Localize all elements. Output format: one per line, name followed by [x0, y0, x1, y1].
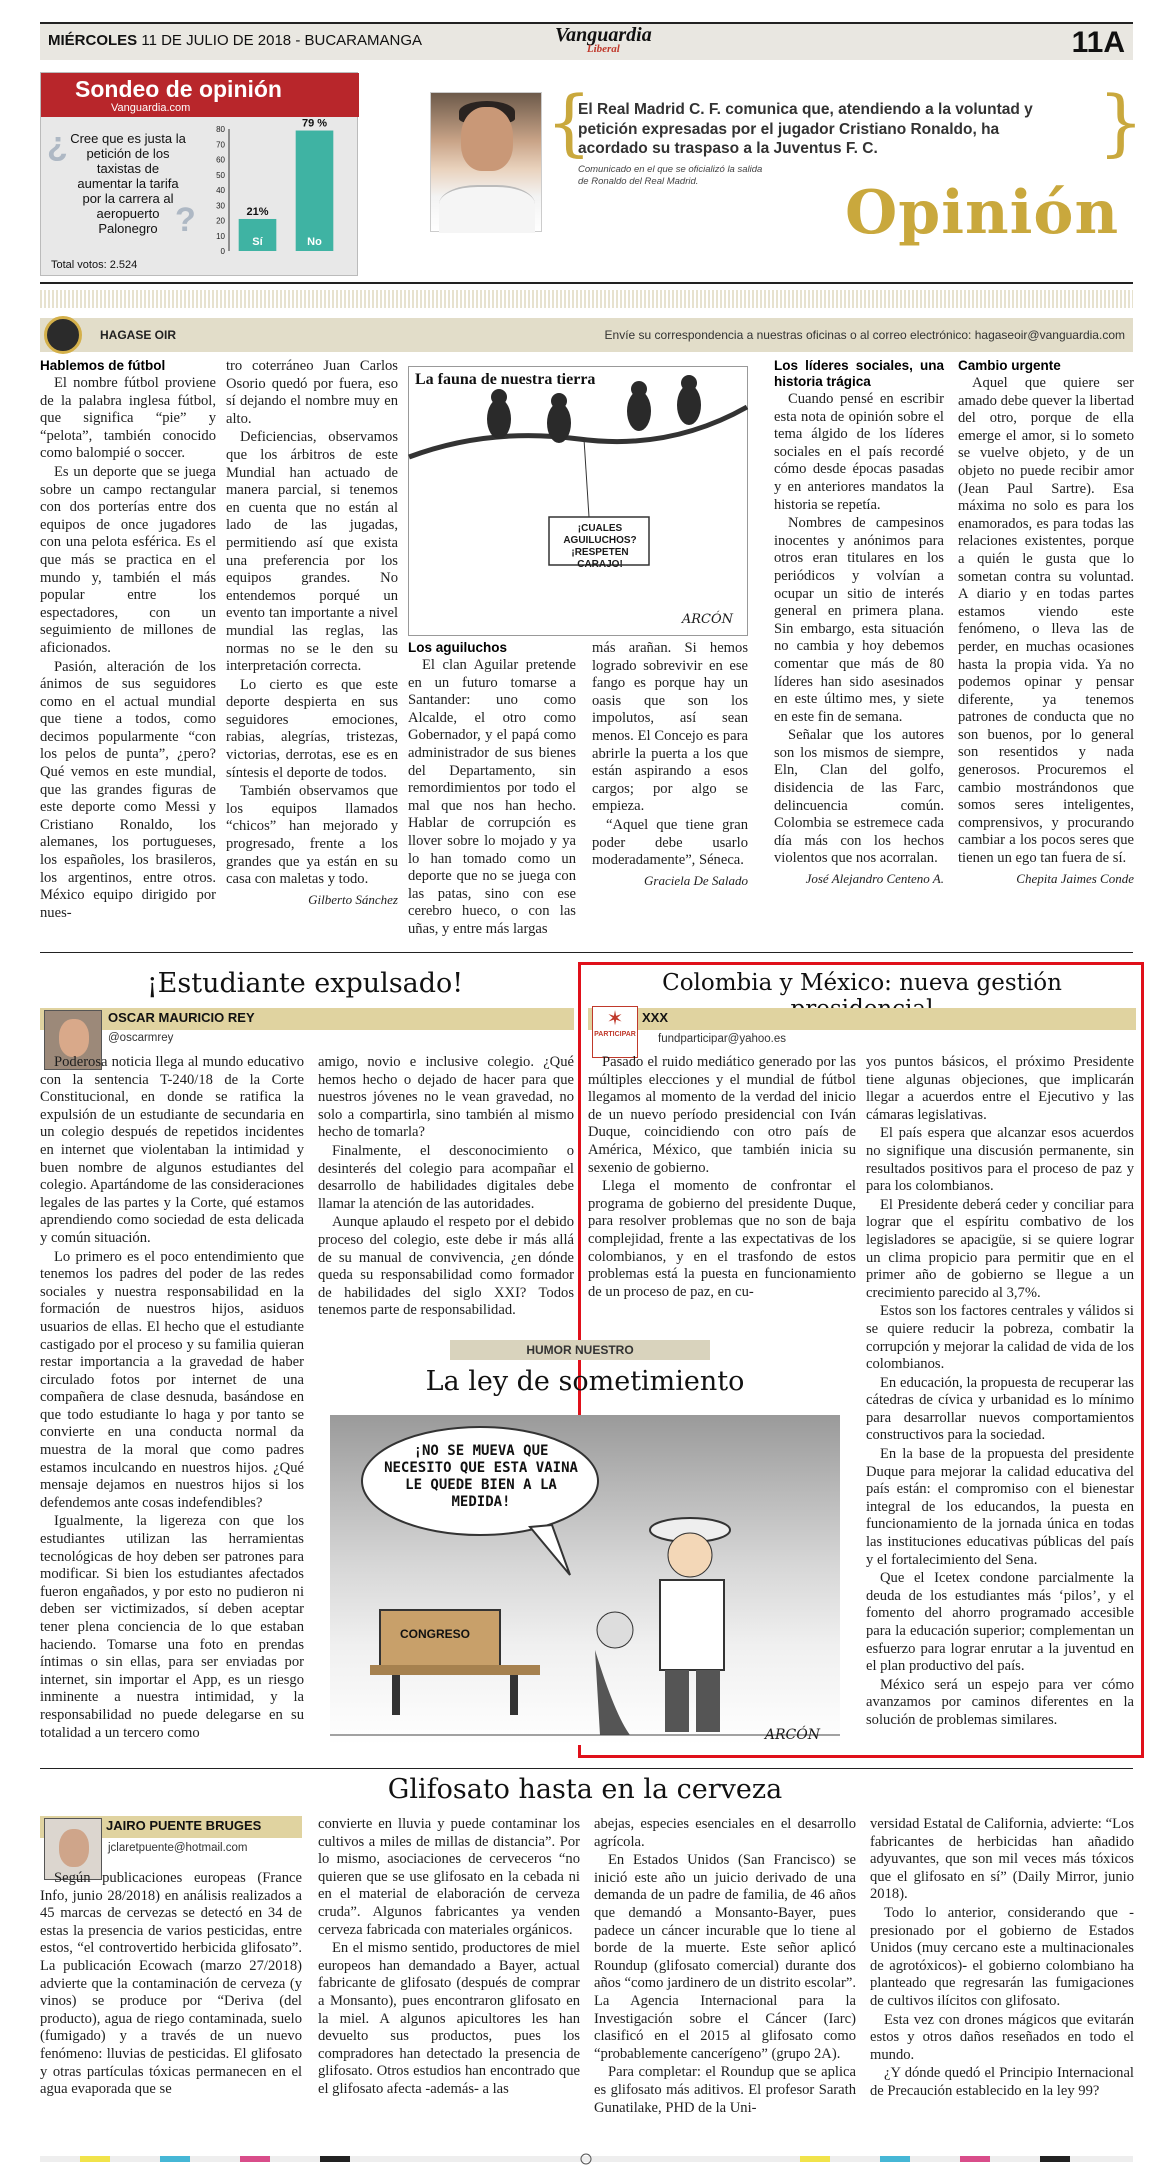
lead-quote: El Real Madrid C. F. comunica que, atendiendo a la voluntad y petición expresadas por el jugador Cristiano Ronaldo, ha acordado su traspaso a la Juventus F. C.	[578, 101, 1033, 157]
y-tick-label: 70	[216, 140, 225, 150]
poll-question: Cree que es justa la petición de los taxistas de aumentar la tarifa por la carrera al aeropuerto Palonegro	[70, 131, 186, 236]
paragraph: Poderosa noticia llega al mundo educativo con la sentencia T-240/18 de la Corte Constitucional, en donde se ratifica la expulsión de un estudiante de secundaria en un colegio después de repetidos incidentes en internet que violentaban la intimidad y buen nombre de algunos estudiantes del colegio. Apartándome de las consideraciones legales de las partes y la Corte, qué estamos aprendiendo como sociedad de esta delicada y común situación.	[40, 1054, 304, 1246]
letter-cambio: Cambio urgente Aquel que quiere ser amado debe quever la libertad del otro, porque de ella emerge el amor, si lo someto se vuelve objeto, y de un objeto no puede recibir amor (Jean Paul Sartre). Esa máxima no solo es para los enamorados, es para todas las relaciones existentes, porque a quién le gusta que lo sometan contra su voluntad. A diario y en todas partes estamos viendo este fenómeno, o lleva las de perder, en muchas ocasiones hasta la propia vida. Ya no podemos opinar y pensar diferente, ya tenemos patrones de conducta que no son buenos, por lo general son resentidos y nada generosos. Procuremos el cambio mostrándonos que somos seres inteligentes, comprensivos, y procurando cambiar a los pocos seres que tienen un ego tan fuera de sí. Chepita Jaimes Conde	[958, 358, 1134, 886]
paragraph: amigo, novio e inclusive colegio. ¿Qué hemos hecho o dejado de hacer para que nuestros jóvenes no le vean gravedad, no solo a compartirla, sino también al mismo hecho de tomarla?	[318, 1054, 574, 1141]
paragraph: México será un espejo para ver cómo avanzamos por caminos diferentes en la solución de problemas similares.	[866, 1676, 1134, 1728]
paragraph: Pasado el ruido mediático generado por las múltiples elecciones y el mundial de fútbol llegamos al momento de la verdad del inicio de un nuevo período presidencial con Iván Duque, coincidiendo con otro país de América, México, que también inicia su sexenio de gobierno.	[588, 1054, 856, 1176]
print-registration-strip	[40, 2152, 1133, 2166]
paragraph: Todo lo anterior, considerando que -presionado por el gobierno de Estados Unidos (muy cercano este a multinacionales de agrotóxicos)- el gobierno colombiano ha planteado que regresarán las fumigaciones de cultivos ilícitos con glifosato.	[870, 1904, 1134, 2009]
author-name: XXX	[642, 1010, 669, 1025]
paragraph: En el mismo sentido, productores de miel europeos han demandado a Bayer, actual fabricante de glifosato (después de comprar a Monsanto), pues encontraron glifosato en la miel. A algunos apicultores les han devuelto sus productos, pues los compradores han detectado la presencia de glifosato. Otros estudios han encontrado que el glifosato afecta -además- a las	[318, 1940, 580, 2097]
header-date: MIÉRCOLES 11 DE JULIO DE 2018 - BUCARAMANGA	[48, 32, 423, 49]
letter-signature: Graciela De Salado	[644, 872, 748, 888]
participar-logo: ✶ PARTICIPAR	[592, 1006, 638, 1058]
letter-signature: José Alejandro Centeno A.	[805, 871, 944, 887]
y-tick-label: 0	[220, 247, 225, 256]
author-handle[interactable]: fundparticipar@yahoo.es	[658, 1033, 787, 1045]
article-title: Glifosato hasta en la cerveza	[387, 1774, 783, 1805]
y-tick-label: 20	[216, 216, 225, 226]
paragraph: Que el Icetex condone parcialmente la deuda de los estudiantes más ‘pilos’, y el fomento del ahorro programado accesible para la educación superior; complementan un esfuerzo para lograr enrutar a la juventud en el plan productivo del país.	[866, 1570, 1134, 1675]
divider	[40, 952, 1133, 953]
divider	[40, 282, 1133, 284]
letter-aguiluchos-cont: más arañan. Si hemos logrado sobrevivir en ese fango es porque hay un oasis que son los impolutos, así sean menos. El Concejo es para abrirle la puerta a los que están aspirando a esos cargos; por algo se empieza. “Aquel que tiene gran poder debe usarlo moderadamente”, Séneca. Graciela De Salado	[592, 640, 748, 888]
divider	[40, 1768, 1133, 1769]
letter-lideres: Los líderes sociales, una historia trágica Cuando pensé en escribir esta nota de opinión sobre el tema álgido de los líderes sociales en el país recordé cómo desde épocas pasadas y en anteriores mandatos la historia se repetía. Nombres de campesinos inocentes y anónimos para otros eran titulares en los periódicos y volvían a ocupar un sitio de interés general en primera plana. Sin embargo, esta situación no cambia y hoy debemos comentar que más de 80 líderes han sido asesinados en este último mes, y siete en este fin de semana. Señalar que los autores son los mismos de siempre, Eln, Clan del golfo, disidencia de las Farc, delincuencia común. Colombia se estremece cada día más con los hechos violentos que nos acorralan. José Alejandro Centeno A.	[774, 358, 944, 887]
y-tick-label: 10	[216, 231, 225, 241]
y-tick-label: 50	[216, 170, 225, 180]
paragraph: Llega el momento de confrontar el programa de gobierno del presidente Duque, para resolver problemas que no son de baja complejidad, frente a las expectativas de los colombianos, y en el trasfondo de estos problemas está la puesta en funcionamiento de un proceso de paz, en cu-	[588, 1178, 856, 1300]
letter-title: Hablemos de fútbol	[40, 358, 166, 373]
author-name: OSCAR MAURICIO REY	[108, 1010, 255, 1025]
poll-header	[41, 73, 359, 117]
author-bar	[588, 1008, 1136, 1030]
letter-aguiluchos: Los aguiluchos El clan Aguilar pretende en un futuro tomarse a Santander: uno como Alcalde, el otro como Gobernador, y el papá como administrador de sus bienes del Departamento, sin remordimientos por todo el mal que nos han hecho. Hablar de corrupción es llover sobre lo mojado y ya lo han tomado como un deporte que no se juega con las patas, sino con ese cerebro hueco, o con las uñas, y entre más largas	[408, 640, 576, 937]
cartoon-artist: ARCÓN	[681, 612, 733, 627]
cartoon-drawing	[409, 367, 747, 635]
article-column	[594, 1816, 856, 2148]
cartoon-title: La fauna de nuestra tierra	[415, 371, 596, 388]
letter-signature: Chepita Jaimes Conde	[1016, 870, 1134, 886]
newspaper-logo[interactable]: Vanguardia Liberal	[555, 24, 652, 55]
hagase-oir-bar	[40, 318, 1133, 352]
paragraph: Finalmente, el desconocimiento o desinterés del colegio para acompañar el desarrollo de habilidades digitales debe llamar la atención de las autoridades.	[318, 1142, 574, 1212]
poll-title: Sondeo de opinión	[75, 76, 282, 102]
paragraph: Igualmente, la ligereza con que los estudiantes utilizan las herramientas tecnológicas de hoy deben ser patrones para modificar. Si bien los estudiantes afectados fueron engañados, y por esto no pudieron ni deben ser victimizados, sí deben aceptar tener plena conciencia de lo que estaban haciendo. Tomarse una foto en prendas íntimas o sin ellas, para ser enviadas por internet, sin importar el App, es un riesgo inminente a nuestra intimidad, y la responsabilidad no puede delegarse en su totalidad a un tercero como	[40, 1513, 304, 1741]
letter-futbol: Hablemos de fútbol El nombre fútbol proviene de la palabra inglesa fútbol, que significa “pie” y “pelota”, también conocido como balompié o soccer. Es un deporte que se juega sobre un campo rectangular con dos porterías entre dos equipos de once jugadores con una pelota esférica. Es el que más se practica en el mundo y, también el más popular entre los espectadores, con un seguimiento de millones de aficionados. Pasión, alteración de los ánimos de sus seguidores como en el actual mundial que tiene a todos, como decimos popularmente “con los pelos de punta”, ¿pero? Qué vemos en este mundial, que las grandes figuras de este deporte como Messi y Cristiano Ronaldo, los alemanes, los portugueses, los españoles, los brasileros, los argentinos, entre otros. México equipo dirigido por nues-	[40, 358, 216, 921]
poll-bar-no	[296, 131, 334, 251]
paragraph: En educación, la propuesta de recuperar las cátedras de cívica y urbanidad es lo mínimo para desarrollar nuevos comportamientos constructivos para la sociedad.	[866, 1374, 1134, 1444]
paragraph: El país espera que alcanzar esos acuerdos no signifique una discusión permanente, sin resultados positivos para el proceso de paz y para los colombianos.	[866, 1125, 1134, 1195]
article-column	[40, 1870, 302, 2148]
paragraph: versidad Estatal de California, advierte: “Los fabricantes de herbicidas han añadido adyuvantes, que son mil veces más tóxicos que el glifosato en sí” (Daily Mirror, junio 2018).	[870, 1816, 1134, 1903]
cartoon-sign: CONGRESO	[400, 1627, 471, 1641]
poll-bar-value-label: 79 %	[301, 117, 328, 130]
cristiano-ronaldo-photo	[430, 92, 542, 232]
paragraph: Estos son los factores centrales y válidos si se quiere reducir la pobreza, combatir la corrupción y mejorar la calidad de vida de los colombianos.	[866, 1303, 1134, 1373]
letter-title: Los líderes sociales, una historia trágica	[774, 358, 944, 389]
poll-bar-value-label: 21%	[246, 205, 269, 218]
author-bar	[40, 1008, 574, 1030]
y-tick-label: 80	[216, 125, 225, 134]
poll-chart	[209, 117, 349, 265]
paragraph: Esta vez con drones mágicos que evitarán estos y otros daños reseñados en todo el mundo.	[870, 2011, 1134, 2063]
brace-left-icon: {	[546, 80, 592, 164]
paragraph: abejas, especies esenciales en el desarrollo agrícola.	[594, 1816, 856, 1850]
paragraph: yos puntos básicos, el próximo Presidente tiene algunas objeciones, que implicarán llegar a acuerdos entre el Ejecutivo y las cámaras legislativas.	[866, 1054, 1134, 1123]
letter-title: Los aguiluchos	[408, 640, 508, 655]
poll-total: Total votos: 2.524	[51, 259, 138, 271]
article-column	[588, 1054, 856, 1316]
paragraph: En la base de la propuesta del presidente Duque para mejorar la calidad educativa del país están: el compromiso con el bienestar integral de los educandos, la puesta en funcionamiento de la jornada única en todas las instituciones educativas públicas del país y el fortalecimiento del Sena.	[866, 1446, 1134, 1568]
article-column	[318, 1816, 580, 2148]
poll-widget	[40, 72, 358, 276]
article-column	[866, 1054, 1134, 1754]
page-number: 11A	[1071, 26, 1125, 59]
paragraph: convierte en lluvia y puede contaminar los cultivos a miles de millas de distancia”. Por lo mismo, asociaciones de cerveceros “no quieren que se use glifosato en la cebada ni en el material de elaboración de cerveza cruda”. Algunos fabricantes ya venden cerveza fabricada con materiales orgánicos.	[318, 1816, 580, 1938]
article-column	[40, 1054, 304, 1741]
cartoon-title: La ley de sometimiento	[425, 1366, 745, 1397]
paragraph: Lo primero es el poco entendimiento que tenemos los padres del poder de las redes sociales y nuestra responsabilidad en la formación de nuestros hijos, asiduos usuarios de ellas. El hecho que el estudiante castigado por el proceso y su familia quieran restar importancia a la gravedad de haber circulado fotos por internet de una compañera de clase desnuda, basándose en que todo estudiante lo haga y por tanto se convierte en una conducta normal da muestra de la moral que como padres estamos inculcando en nuestros hijos. ¿Qué mensaje dejamos en nuestros hijos si los defendemos ante cosas indefendibles?	[40, 1248, 304, 1511]
question-mark-icon: ?	[175, 201, 196, 239]
poll-category-label: Sí	[252, 236, 263, 248]
y-tick-label: 60	[216, 155, 225, 165]
article-title: ¡Estudiante expulsado!	[146, 968, 464, 999]
paragraph: ¿Y dónde quedó el Principio Internacional de Precaución establecido en la ley 99?	[870, 2065, 1134, 2099]
speaker-icon	[44, 316, 82, 354]
letter-signature: Gilberto Sánchez	[308, 891, 398, 907]
decorative-band	[40, 290, 1133, 308]
y-tick-label: 30	[216, 201, 225, 211]
author-handle[interactable]: @oscarmrey	[108, 1032, 174, 1044]
hagase-label: HAGASE OIR	[100, 328, 177, 342]
letter-title: Cambio urgente	[958, 358, 1061, 373]
paragraph: Según publicaciones europeas (France Info, junio 28/2018) en análisis realizados a 45 marcas de cervezas se detectó en 34 de estas la presencia de varios pesticidas, entre estos, “el controvertido herbicida glifosato”. La publicación Ecowach (marzo 27/2018) advierte que la contaminación de cerveza (y vinos) se produce por “Deriva (del producto), agua de riego contaminada, suelo (fumigado) y a través de un nuevo fenómeno: lluvias de pesticidas. El glifosato y otras partículas tóxicas permanecen en el agua evaporada que se	[40, 1870, 302, 2098]
paragraph: El Presidente deberá ceder y conciliar para lograr que el espíritu combativo de los legisladores se apacigüe, si se quiere lograr un clima propicio para permitir que en el primer año de gobierno se llegue a un crecimiento parecido al 3,7%.	[866, 1196, 1134, 1301]
paragraph: Para completar: el Roundup que se aplica es glifosato más aditivos. El profesor Sarath Gunatilake, PHD de la Uni-	[594, 2064, 856, 2116]
paragraph: En Estados Unidos (San Francisco) se inició este año un juicio derivado de una demanda de un padre de familia, de 46 años que demandó a Monsanto-Bayer, pues padece un cáncer incurable que lo tiene al borde de la muerte. Este señor aplicó Roundup (glifosato comercial) durante dos años “como jardinero de un distrito escolar”. La Agencia Internacional para la Investigación sobre el Cáncer (Iarc) clasificó en el 2015 al glifosato como “probablemente cancerígeno” (grupo 2A).	[594, 1852, 856, 2062]
cartoon-bubble: ¡NO SE MUEVA QUE NECESITO QUE ESTA VAINA LE QUEDE BIEN A LA MEDIDA!	[384, 1443, 578, 1510]
cartoon-bubble: ¡CUALES AGUILUCHOS? ¡RESPETEN CARAJO!	[563, 523, 637, 570]
lead-caption: Comunicado en el que se oficializó la salida de Ronaldo del Real Madrid.	[578, 164, 763, 187]
cartoon-ley-sometimiento	[330, 1415, 840, 1745]
paragraph: Aunque aplaudo el respeto por el debido proceso del colegio, este debe ir más allá de su manual de convivencia, ¿en dónde queda su responsabilidad como formador de habilidades del siglo XXI? Todos tenemos parte de responsabilidad.	[318, 1214, 574, 1319]
author-name: JAIRO PUENTE BRUGES	[106, 1818, 262, 1833]
letter-futbol-cont: tro coterráneo Juan Carlos Osorio quedó por fuera, eso sí dejando el nombre muy en alto. Deficiencias, observamos que los árbitros de este Mundial han actuado de manera parcial, si tenemos en cuenta que no están al lado de las jugadas, permitiendo así que exista una preferencia por los equipos grandes. No entendemos porqué un evento tan importante a nivel mundial las reglas, las normas no se le den su interpretación correcta. Lo cierto es que este deporte despierta en sus seguidores emociones, rabias, alegrías, tristezas, victorias, derrotas, ese es en síntesis el deporte de todos. También observamos que los equipos llamados “chicos” han mejorado y progresado, frente a los grandes que ya están en su casa con maletas y todo. Gilberto Sánchez	[226, 358, 398, 907]
brace-right-icon: }	[1098, 80, 1144, 164]
hagase-contact[interactable]: Envíe su correspondencia a nuestras oficinas o al correo electrónico: hagaseoir@vanguardia.com	[604, 328, 1125, 342]
cartoon-fauna	[408, 366, 748, 636]
section-title: Opinión	[845, 178, 1120, 248]
poll-source[interactable]: Vanguardia.com	[111, 102, 191, 114]
article-column	[318, 1054, 574, 1319]
article-title: Colombia y México: nueva gestión	[662, 970, 1062, 996]
y-tick-label: 40	[216, 186, 225, 195]
cartoon-artist: ARCÓN	[764, 1727, 820, 1743]
article-column	[870, 1816, 1134, 2148]
poll-category-label: No	[307, 236, 322, 248]
poll-question-box	[47, 125, 203, 253]
humor-label: HUMOR NUESTRO	[450, 1340, 710, 1360]
author-handle[interactable]: jclaretpuente@hotmail.com	[108, 1842, 248, 1854]
page-header	[40, 22, 1133, 60]
question-mark-icon: ¿	[47, 125, 68, 163]
